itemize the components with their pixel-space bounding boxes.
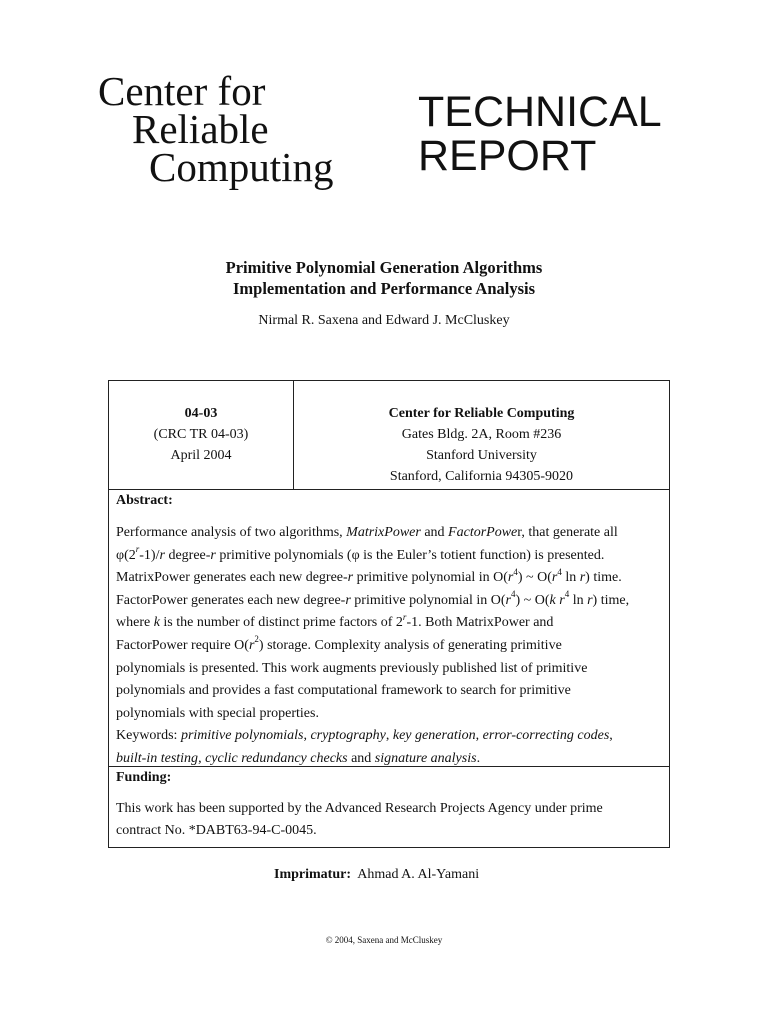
abstract-text: 4 — [511, 589, 516, 600]
abstract-line — [116, 522, 663, 545]
abstract-line — [116, 545, 663, 568]
abstract-text: , — [385, 728, 393, 744]
abstract-text: r — [347, 570, 354, 586]
abstract-text: ) ~ O( — [515, 592, 550, 608]
crc-report-number: (CRC TR 04-03) — [153, 427, 249, 442]
funding-section — [109, 767, 669, 842]
abstract-text: is the number of distinct prime factors of 2 — [159, 615, 403, 631]
abstract-line — [116, 635, 663, 658]
abstract-text: , — [475, 728, 483, 744]
abstract-text: Performance analysis of two algorithms, — [116, 525, 347, 540]
abstract-line — [116, 567, 663, 590]
abstract-text: r — [551, 570, 558, 586]
abstract-text: ) time. — [585, 570, 622, 586]
abstract-text: r — [210, 547, 216, 563]
abstract-text: ) storage. Complexity analysis of generating primitive — [258, 637, 562, 653]
abstract-text: r — [507, 570, 514, 586]
abstract-text: 2 — [254, 634, 259, 645]
abstract-text: MatrixPower — [346, 525, 421, 540]
logo-line: Reliable — [132, 106, 269, 152]
logo-line: Computing — [149, 144, 334, 190]
abstract-line — [116, 590, 663, 613]
keyword: built-in testing — [116, 750, 199, 766]
abstract-text: k r — [549, 592, 565, 608]
info-header-row — [109, 381, 669, 490]
abstract-text: and — [347, 750, 375, 766]
abstract-line: polynomials is presented. This work augments previously published list of primitive — [116, 660, 588, 676]
title-line: Implementation and Performance Analysis — [232, 279, 536, 298]
abstract-text: FactorPowe — [448, 525, 518, 540]
abstract-text: , — [198, 750, 206, 766]
technical-report-heading — [418, 90, 662, 178]
funding-heading: Funding: — [116, 770, 172, 785]
abstract-text: r — [159, 547, 165, 563]
keyword: primitive polynomials — [180, 728, 304, 744]
abstract-text: FactorPower generates each new degree- — [116, 592, 346, 608]
abstract-text: where — [116, 615, 154, 631]
logo-line: Center for — [98, 68, 266, 114]
abstract-text: ) time, — [592, 592, 630, 608]
heading-line: TECHNICAL — [418, 88, 662, 136]
abstract-text: r — [345, 592, 351, 608]
abstract-text: r — [505, 592, 511, 608]
abstract-text: primitive polynomials (φ is the Euler’s totient function) is presented. — [215, 547, 605, 563]
abstract-text: , — [609, 728, 613, 744]
abstract-text: MatrixPower generates each new degree- — [116, 570, 348, 586]
abstract-text: r — [248, 637, 255, 653]
abstract-text: r — [135, 543, 140, 554]
address-cell — [294, 381, 669, 489]
funding-line: contract No. *DABT63-94-C-0045. — [116, 823, 317, 838]
keyword: key generation — [392, 728, 476, 744]
abstract-text: degree- — [164, 547, 211, 563]
abstract-line — [116, 612, 663, 635]
abstract-body — [116, 522, 663, 771]
keyword: cyclic redundancy checks — [205, 750, 348, 766]
abstract-text: ln — [569, 592, 588, 608]
abstract-line: polynomials and provides a fast computational framework to search for primitive — [116, 683, 571, 699]
abstract-text: k — [153, 615, 160, 631]
abstract-text: and — [420, 525, 449, 540]
imprimatur — [274, 867, 479, 883]
address-building: Gates Bldg. 2A, Room #236 — [401, 427, 562, 442]
funding-line: This work has been supported by the Advanced Research Projects Agency under prime — [116, 801, 603, 816]
keywords-line — [116, 725, 663, 748]
abstract-heading: Abstract: — [116, 493, 173, 508]
abstract-text: r — [587, 592, 593, 608]
report-id-cell — [109, 381, 294, 489]
abstract-text: 4 — [564, 589, 570, 600]
address-university: Stanford University — [426, 448, 537, 463]
keyword: signature analysis — [374, 750, 477, 766]
imprimatur-name: Ahmad A. Al-Yamani — [357, 867, 480, 882]
abstract-text: -1. Both MatrixPower and — [406, 615, 554, 631]
abstract-text: , — [303, 728, 311, 744]
keyword: cryptography — [310, 728, 386, 744]
abstract-text: φ(2 — [116, 547, 136, 563]
abstract-text: r — [579, 570, 586, 586]
address-city: Stanford, California 94305-9020 — [389, 469, 574, 484]
abstract-section — [109, 490, 669, 767]
abstract-text: r — [402, 611, 407, 622]
abstract-text: -1)/ — [139, 547, 160, 563]
abstract-text: ln — [561, 570, 580, 586]
abstract-text: FactorPower require O( — [116, 637, 249, 653]
abstract-text: primitive polynomial in O( — [353, 570, 508, 586]
report-number: 04-03 — [184, 406, 218, 421]
copyright-notice: © 2004, Saxena and McCluskey — [325, 935, 443, 945]
abstract-text: 4 — [513, 566, 518, 577]
abstract-text: primitive polynomial in O( — [350, 592, 506, 608]
title-line: Primitive Polynomial Generation Algorithms — [225, 258, 543, 277]
info-table — [108, 380, 670, 848]
report-title — [0, 257, 768, 299]
keywords-label: Keywords: — [116, 728, 181, 744]
abstract-text: ) ~ O( — [517, 570, 552, 586]
imprimatur-label: Imprimatur: — [274, 867, 351, 882]
report-date: April 2004 — [170, 448, 232, 463]
keyword: error-correcting codes — [482, 728, 610, 744]
abstract-text: r, that generate all — [517, 525, 618, 540]
heading-line: REPORT — [418, 132, 597, 180]
abstract-text: 4 — [557, 566, 562, 577]
abstract-line: polynomials with special properties. — [116, 705, 319, 721]
address-org: Center for Reliable Computing — [388, 406, 575, 421]
crc-logo — [98, 68, 334, 190]
authors: Nirmal R. Saxena and Edward J. McCluskey — [258, 313, 510, 328]
funding-body — [116, 798, 663, 842]
abstract-text: . — [476, 750, 481, 766]
